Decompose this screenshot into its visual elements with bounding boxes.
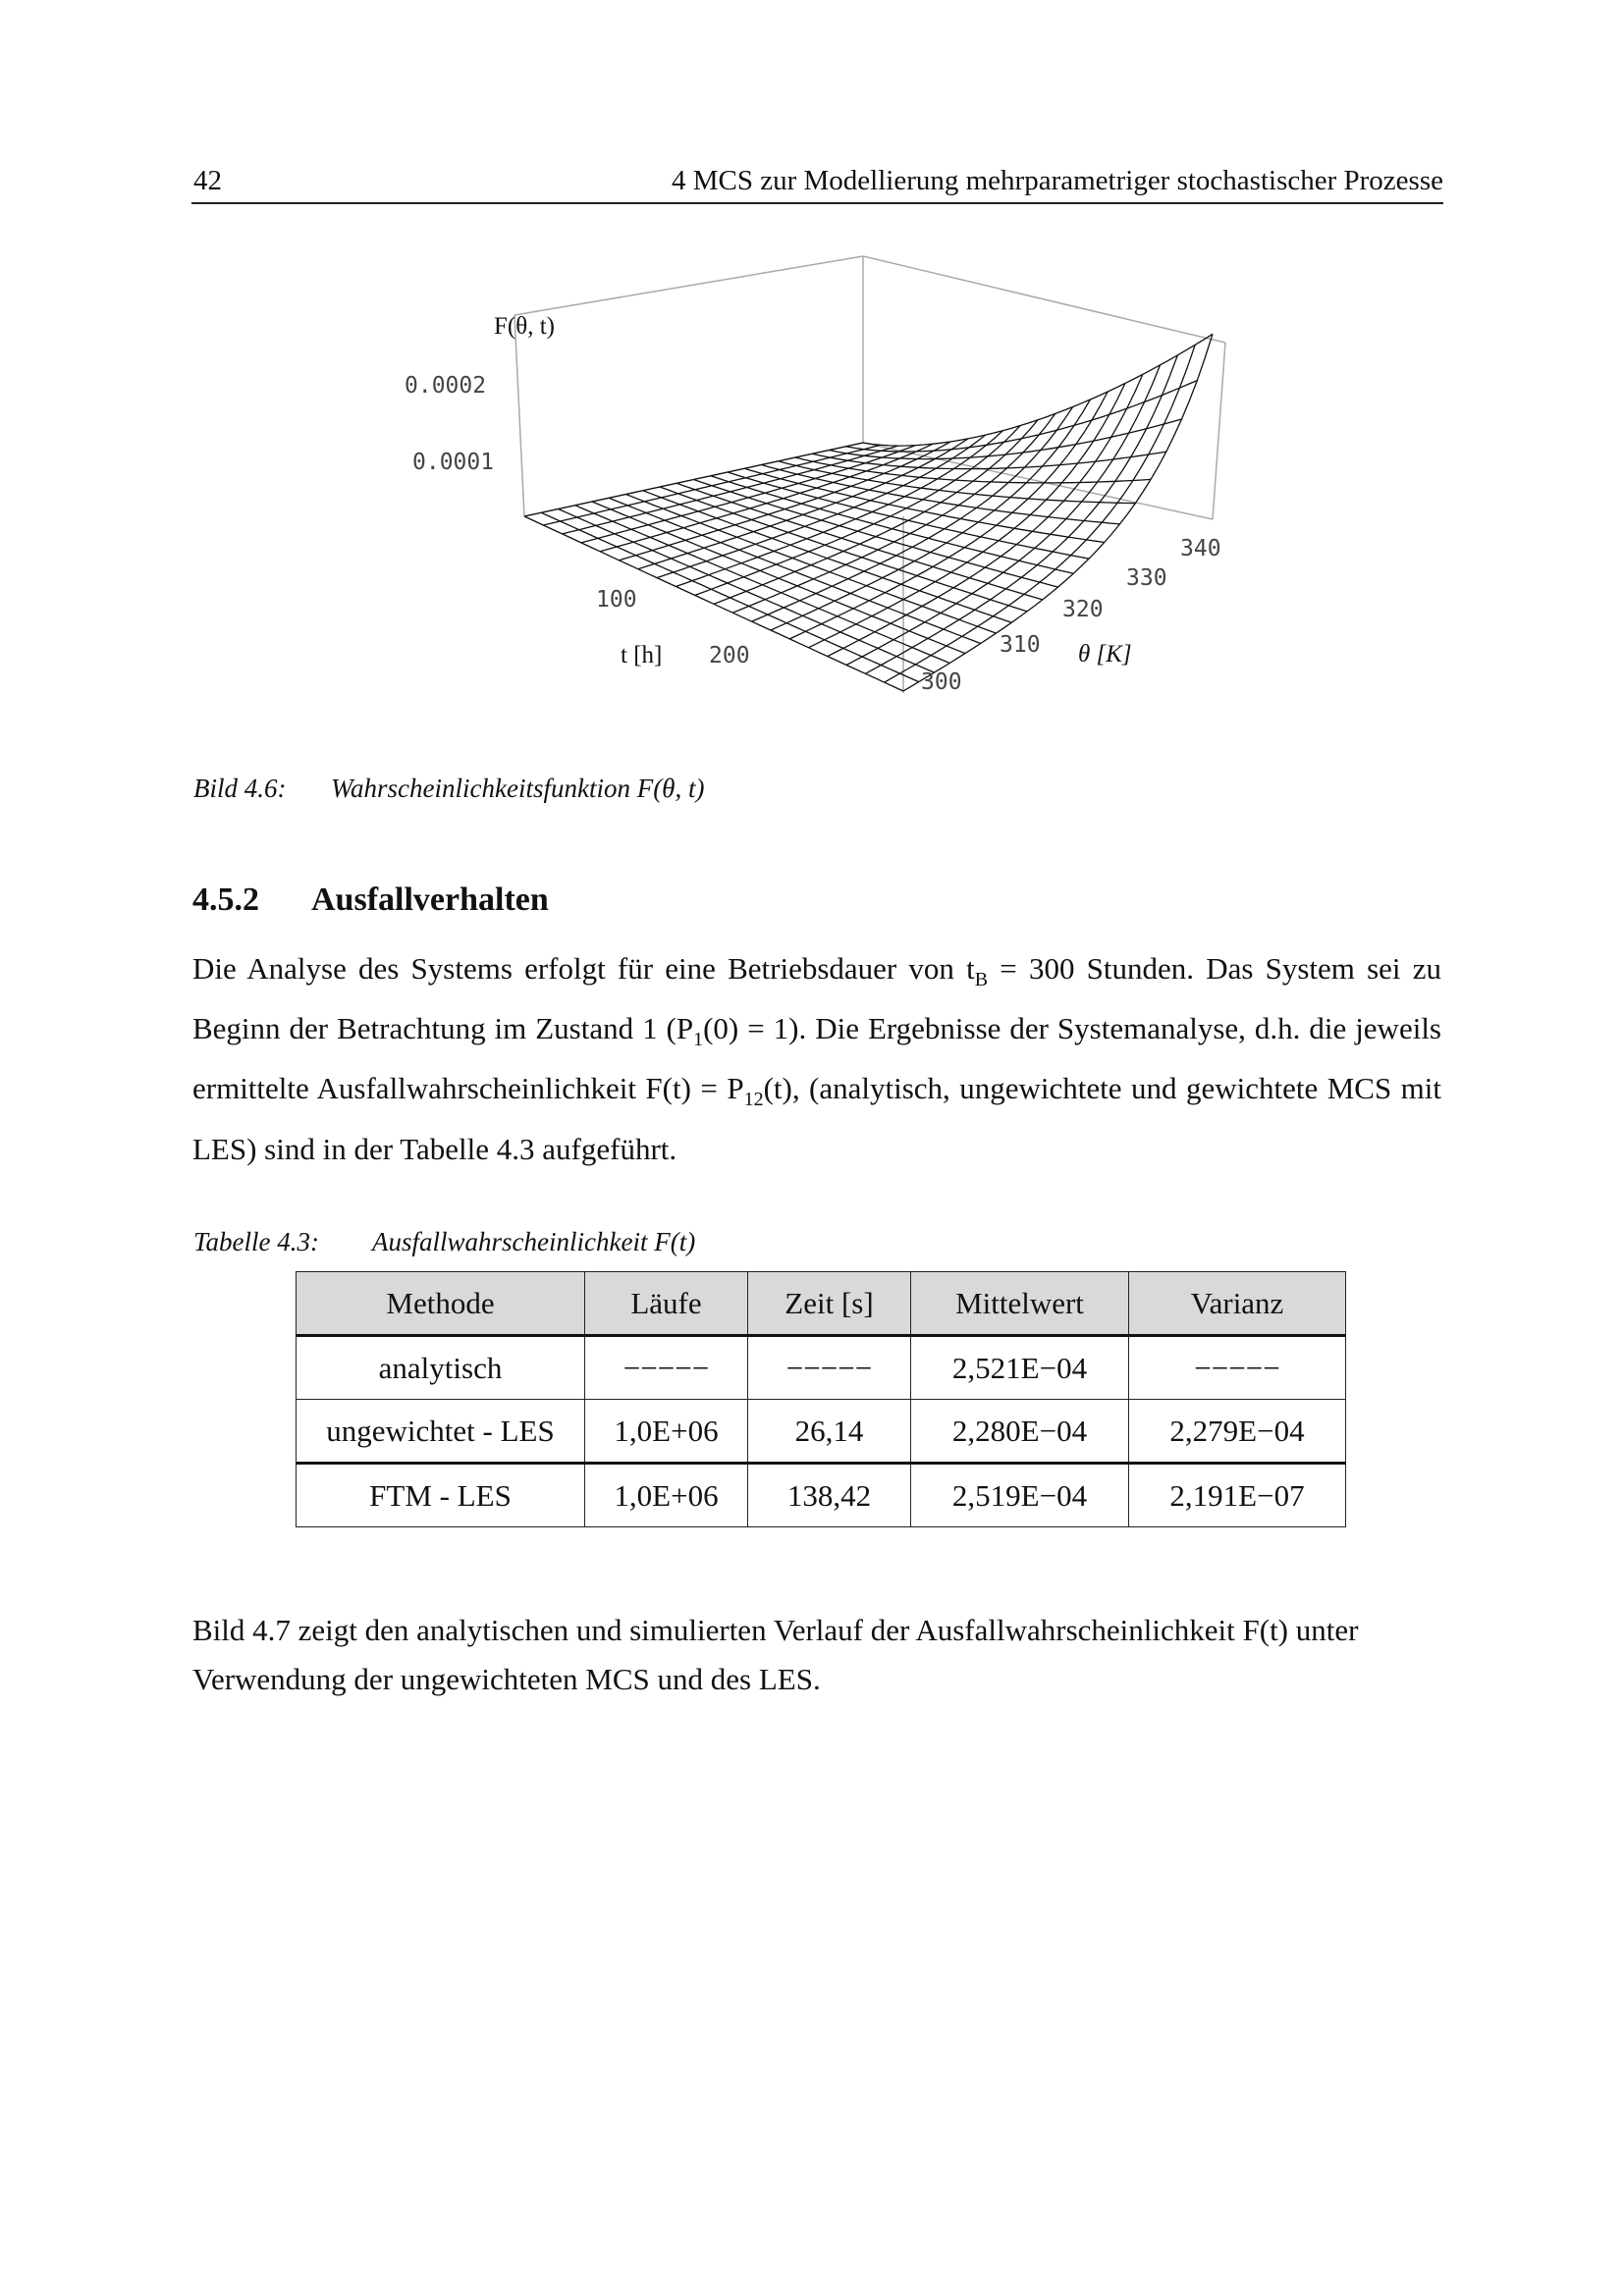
cell: 2,279E−04 — [1129, 1400, 1346, 1464]
mesh-line-t — [863, 334, 1213, 446]
surface-plot — [373, 245, 1257, 736]
running-header — [191, 163, 1443, 204]
running-title: 4 MCS zur Modellierung mehrparametriger stochastischer Prozesse — [671, 165, 1443, 196]
mesh-line-theta — [903, 334, 1213, 691]
table-caption — [193, 1227, 695, 1257]
section-number: 4.5.2 — [192, 881, 259, 918]
paragraph: Bild 4.7 zeigt den analytischen und simulierten Verlauf der Ausfallwahrscheinlichkeit F(t) unter Verwendung der ungewichteten MCS und des LES. — [192, 1613, 1359, 1696]
text: = 300 Stunden. Das System sei zu Beginn der Betrachtung im Zustand 1 (P — [192, 951, 1442, 1046]
col-header: Läufe — [585, 1272, 748, 1336]
mesh-line-t — [744, 468, 1105, 542]
z-tick: 0.0002 — [405, 373, 487, 399]
figure-caption-text: Wahrscheinlichkeitsfunktion F(θ, t) — [331, 774, 705, 803]
y-tick: 300 — [921, 669, 962, 695]
paragraph — [192, 944, 1441, 1174]
table-label: Tabelle 4.3: — [193, 1227, 319, 1256]
cell: −−−−− — [1129, 1336, 1346, 1400]
mesh-line-t — [846, 381, 1198, 452]
cell: 1,0E+06 — [585, 1464, 748, 1527]
box-edge — [514, 256, 863, 315]
surface-mesh — [524, 334, 1213, 691]
mesh-line-theta — [732, 413, 1055, 613]
section-heading — [192, 881, 549, 919]
table-row — [297, 1400, 1346, 1464]
mesh-line-t — [676, 483, 1043, 600]
y-tick: 310 — [1000, 632, 1041, 658]
y-tick: 320 — [1062, 597, 1104, 622]
plot-box — [514, 256, 1225, 693]
cell: FTM - LES — [297, 1464, 585, 1527]
cell: analytisch — [297, 1336, 585, 1400]
table-row — [297, 1336, 1346, 1400]
section-title: Ausfallverhalten — [311, 881, 549, 918]
table-caption-text: Ausfallwahrscheinlichkeit F(t) — [372, 1227, 696, 1256]
col-header: Zeit [s] — [748, 1272, 911, 1336]
z-tick: 0.0001 — [412, 450, 495, 475]
table-header-row — [297, 1272, 1346, 1336]
figure-label: Bild 4.6: — [193, 774, 287, 803]
cell: 2,519E−04 — [911, 1464, 1129, 1527]
cell: 2,191E−07 — [1129, 1464, 1346, 1527]
results-table — [296, 1271, 1346, 1527]
x-tick: 100 — [596, 587, 637, 613]
cell: −−−−− — [585, 1336, 748, 1400]
box-edge — [514, 315, 524, 516]
x-axis-label: t [h] — [621, 642, 663, 668]
cell: −−−−− — [748, 1336, 911, 1400]
cell: 26,14 — [748, 1400, 911, 1464]
z-axis-label: F(θ, t) — [494, 313, 555, 340]
cell: ungewichtet - LES — [297, 1400, 585, 1464]
text: (t), (analytisch, ungewichtete und gewichtete MCS mit LES) sind in der Tabelle 4.3 aufgeführt. — [192, 1071, 1442, 1166]
table-row — [297, 1464, 1346, 1527]
cell: 2,280E−04 — [911, 1400, 1129, 1464]
figure-caption — [193, 774, 704, 804]
subscript: 12 — [743, 1089, 764, 1111]
cell: 2,521E−04 — [911, 1336, 1129, 1400]
cell: 138,42 — [748, 1464, 911, 1527]
text: (0) = 1). Die Ergebnisse der Systemanalyse, d.h. die jeweils ermittelte Ausfallwahrscheinlichkeit F(t) = P — [192, 1011, 1441, 1106]
mesh-line-theta — [600, 444, 933, 552]
y-tick: 330 — [1126, 565, 1167, 591]
subscript: 1 — [693, 1029, 704, 1051]
box-edge — [1213, 343, 1225, 519]
text: Die Analyse des Systems erfolgt für eine Betriebsdauer von t — [192, 951, 975, 986]
y-tick: 340 — [1180, 536, 1221, 561]
col-header: Mittelwert — [911, 1272, 1129, 1336]
y-axis-label: θ [K] — [1078, 641, 1132, 667]
page-number: 42 — [193, 165, 222, 196]
box-edge — [863, 256, 1225, 343]
cell: 1,0E+06 — [585, 1400, 748, 1464]
subscript: B — [974, 969, 989, 991]
col-header: Methode — [297, 1272, 585, 1336]
mesh-line-t — [830, 419, 1182, 459]
col-header: Varianz — [1129, 1272, 1346, 1336]
x-tick: 200 — [709, 643, 750, 668]
